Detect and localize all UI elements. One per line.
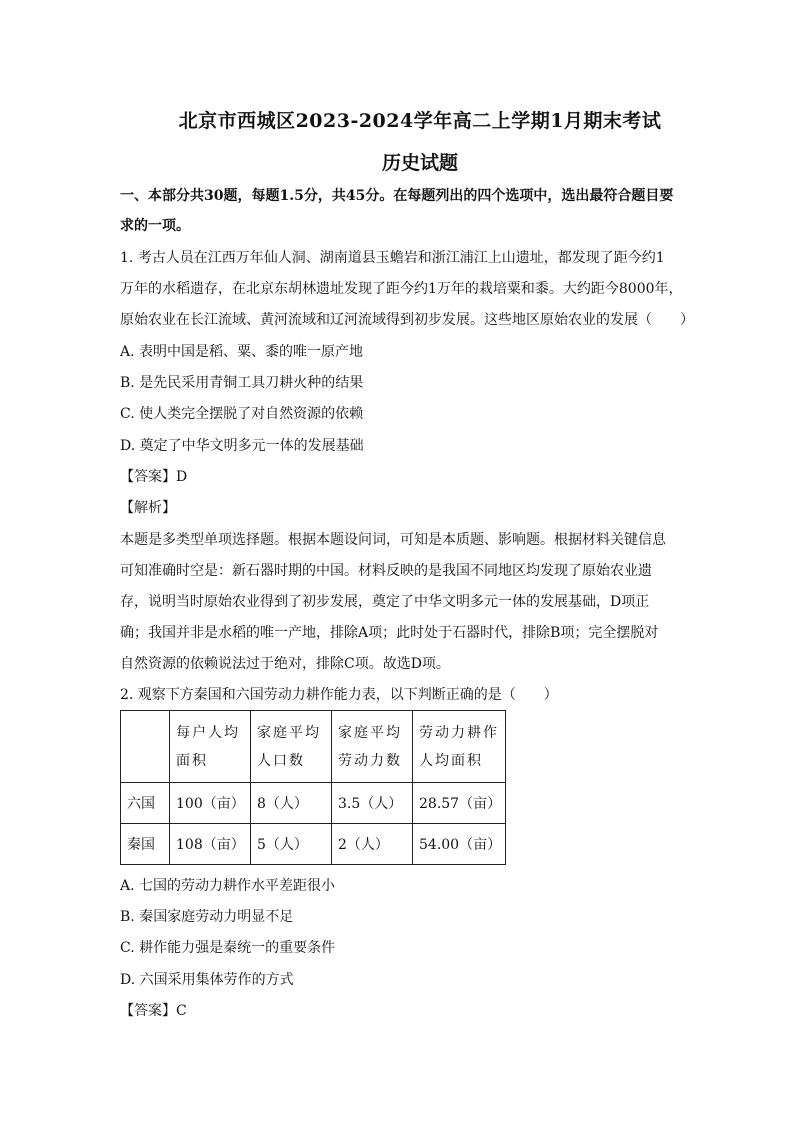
table-header-cell: 劳动力耕作人均面积	[413, 711, 506, 783]
table-header-cell: 每户人均面积	[170, 711, 251, 783]
q1-stem-line3: 原始农业在长江流域、黄河流域和辽河流域得到初步发展。这些地区原始农业的发展（ ）	[120, 312, 694, 328]
q2-option-b: B. 秦国家庭劳动力明显不足	[120, 909, 294, 925]
table-cell: 54.00（亩）	[413, 824, 506, 865]
q1-analysis-line3: 存，说明当时原始农业得到了初步发展，奠定了中华文明多元一体的发展基础，D项正	[120, 594, 650, 610]
document-title: 北京市西城区2023-2024学年高二上学期1月期末考试	[178, 110, 662, 132]
table-cell: 108（亩）	[170, 824, 251, 865]
q1-option-c: C. 使人类完全摆脱了对自然资源的依赖	[120, 406, 364, 422]
table-cell: 8（人）	[251, 783, 332, 824]
table-cell: 100（亩）	[170, 783, 251, 824]
table-cell: 秦国	[121, 824, 170, 865]
q2-option-d: D. 六国采用集体劳作的方式	[120, 972, 294, 988]
table-cell: 5（人）	[251, 824, 332, 865]
q2-answer: 【答案】C	[120, 1003, 187, 1019]
table-cell: 28.57（亩）	[413, 783, 506, 824]
q2-option-a: A. 七国的劳动力耕作水平差距很小	[120, 878, 336, 894]
q1-option-b: B. 是先民采用青铜工具刀耕火种的结果	[120, 375, 364, 391]
q1-stem-line2: 万年的水稻遗存，在北京东胡林遗址发现了距今约1万年的栽培粟和黍。大约距今8000年，	[120, 281, 683, 297]
q2-stem: 2. 观察下方秦国和六国劳动力耕作能力表，以下判断正确的是（ ）	[120, 687, 558, 703]
q2-option-c: C. 耕作能力强是秦统一的重要条件	[120, 940, 336, 956]
q1-analysis-line2: 可知准确时空是：新石器时期的中国。材料反映的是我国不同地区均发现了原始农业遗	[120, 563, 652, 579]
q2-table	[120, 710, 506, 865]
table-row	[121, 783, 506, 824]
table-header-cell: 家庭平均劳动力数	[332, 711, 413, 783]
q1-analysis-line1: 本题是多类型单项选择题。根据本题设问词，可知是本质题、影响题。根据材料关键信息	[120, 532, 666, 548]
q1-stem-line1: 1. 考古人员在江西万年仙人洞、湖南道县玉蟾岩和浙江浦江上山遗址，都发现了距今约1	[120, 250, 665, 266]
document-subtitle: 历史试题	[381, 152, 458, 174]
table-header-cell: 家庭平均人口数	[251, 711, 332, 783]
q1-analysis-line5: 自然资源的依赖说法过于绝对，排除C项。故选D项。	[120, 656, 450, 672]
q1-answer: 【答案】D	[120, 469, 188, 485]
q1-option-a: A. 表明中国是稻、粟、黍的唯一原产地	[120, 344, 364, 360]
table-row	[121, 824, 506, 865]
table-cell: 3.5（人）	[332, 783, 413, 824]
section-instruction-line1: 一、本部分共30题，每题1.5分，共45分。在每题列出的四个选项中，选出最符合题目要	[120, 188, 674, 204]
table-cell: 六国	[121, 783, 170, 824]
q1-option-d: D. 奠定了中华文明多元一体的发展基础	[120, 438, 364, 454]
section-instruction-line2: 求的一项。	[120, 218, 190, 234]
q1-analysis-line4: 确；我国并非是水稻的唯一产地，排除A项；此时处于石器时代，排除B项；完全摆脱对	[120, 625, 659, 641]
table-header-row	[121, 711, 506, 783]
q1-analysis-label: 【解析】	[120, 500, 176, 516]
table-cell: 2（人）	[332, 824, 413, 865]
table-header-cell	[121, 711, 170, 783]
